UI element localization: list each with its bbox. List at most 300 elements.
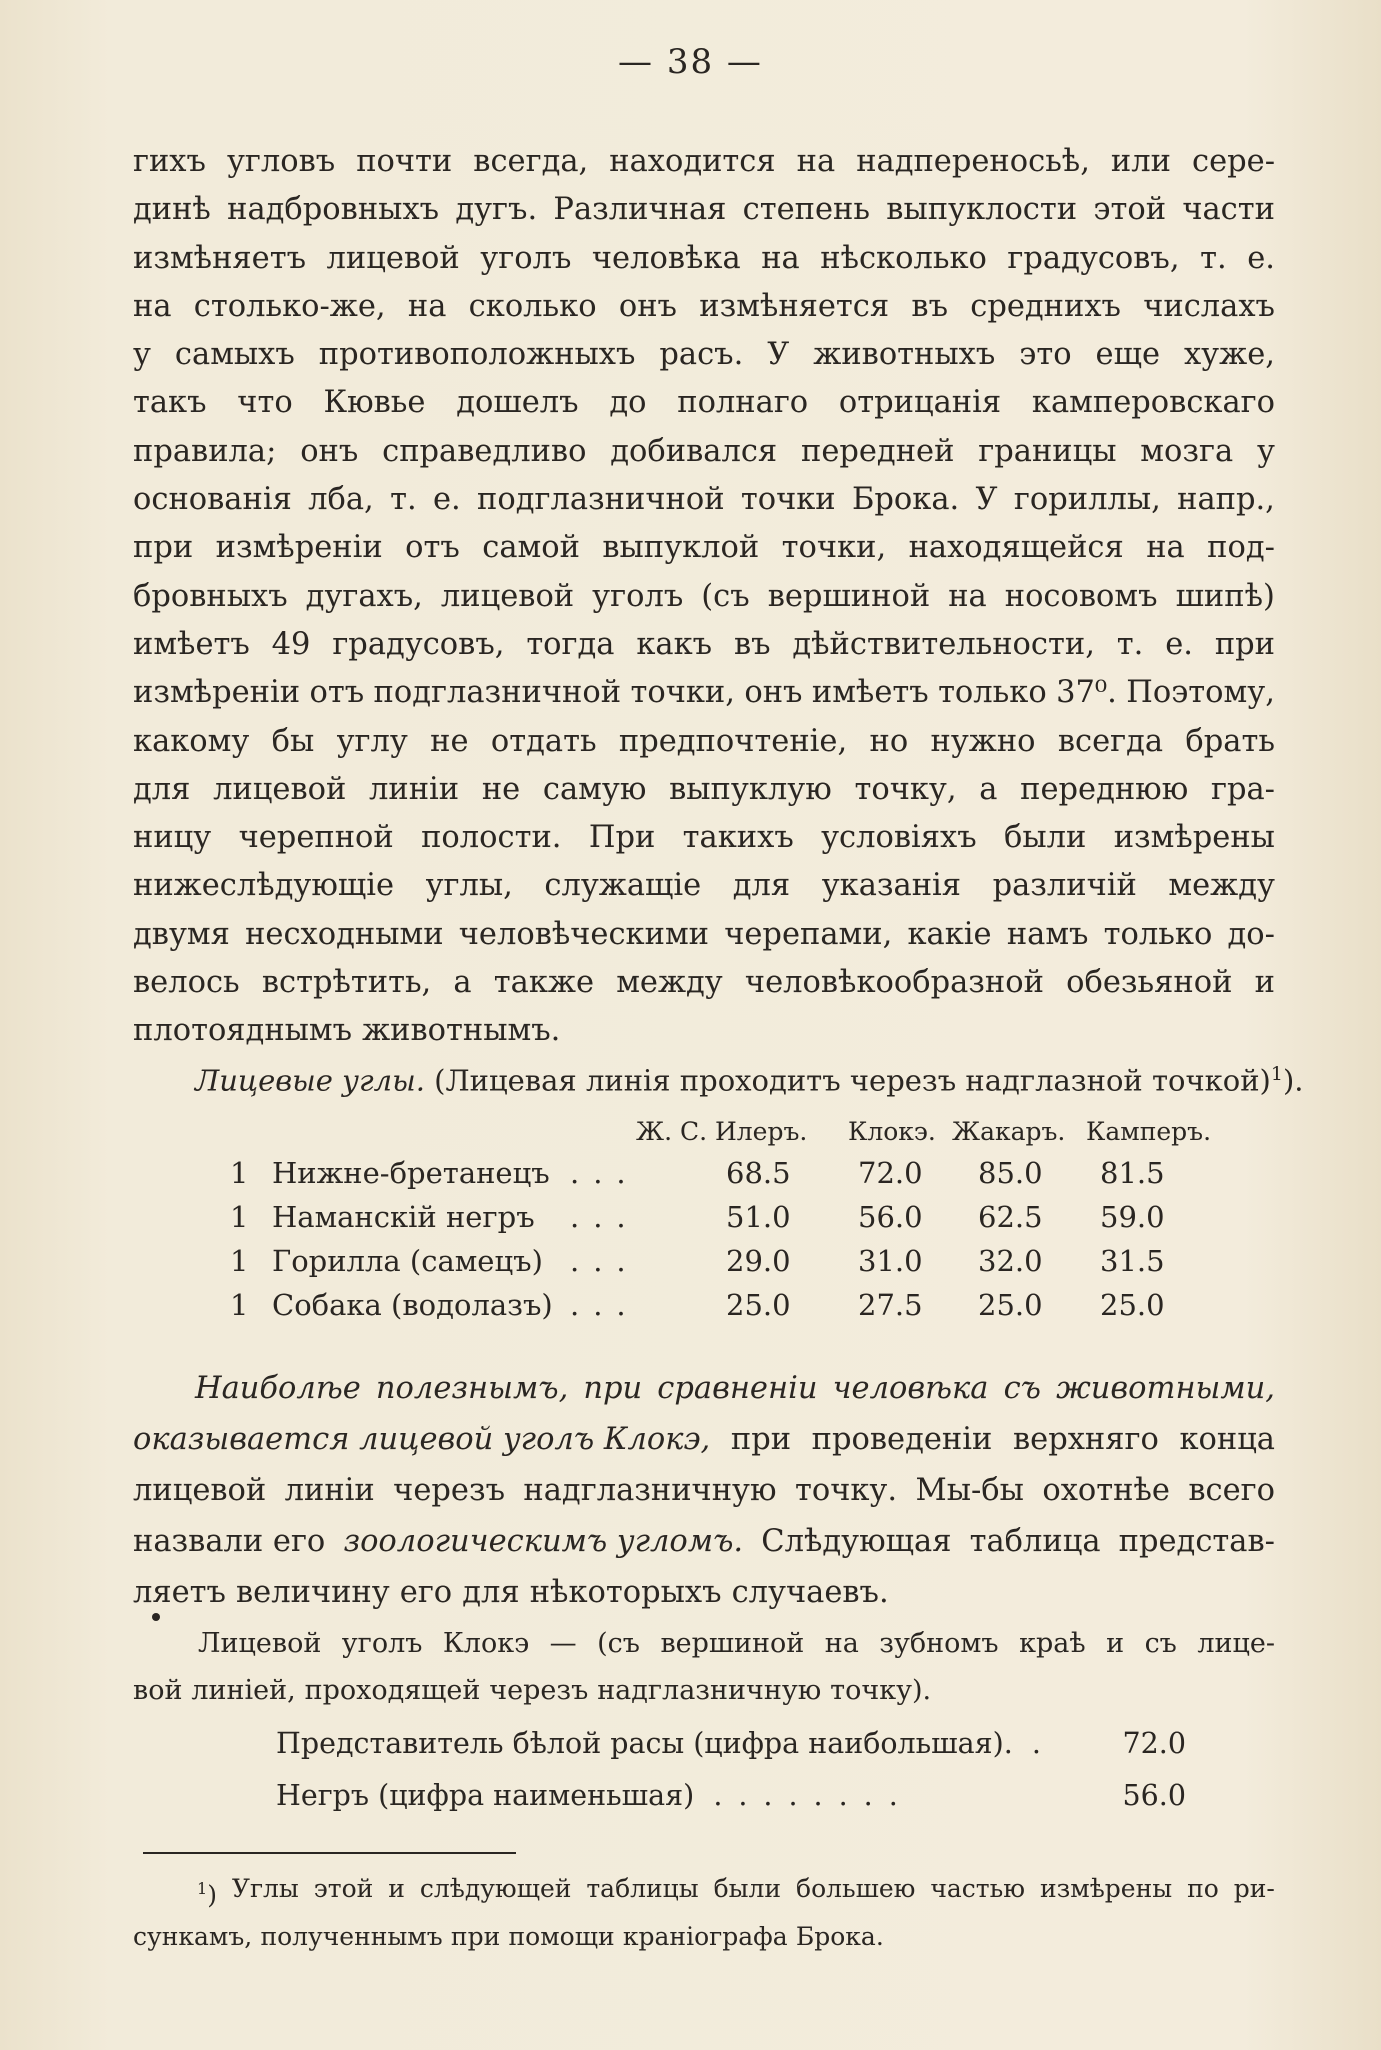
word: дугахъ, xyxy=(305,578,423,614)
text-line xyxy=(133,621,1275,669)
word: отрицанія xyxy=(838,385,1002,421)
word: имѣетъ xyxy=(811,675,929,711)
table-row xyxy=(230,1288,1190,1332)
leader-dots: . xyxy=(1031,1727,1057,1760)
word: При xyxy=(588,820,656,856)
word: только xyxy=(938,675,1047,711)
word: до xyxy=(609,385,647,421)
word: выпуклой xyxy=(602,530,760,566)
text-line xyxy=(133,138,1275,186)
paragraph-second xyxy=(133,1363,1275,1618)
word: е. xyxy=(432,482,461,518)
column-header: Жакаръ. xyxy=(952,1117,1066,1146)
word: измѣняется xyxy=(699,288,890,324)
table-caption-text: (Лицевая линія проходитъ черезъ надглазной точкой) xyxy=(434,1063,1271,1098)
table-caption xyxy=(195,1063,1304,1098)
word: числахъ xyxy=(1143,288,1275,324)
word: лицевой xyxy=(440,578,575,614)
table-row xyxy=(230,1156,1190,1200)
word: или xyxy=(1110,144,1171,179)
word: при xyxy=(133,530,194,566)
text-line xyxy=(133,1667,1275,1714)
word: его xyxy=(399,1575,453,1610)
word: черезъ xyxy=(393,1473,506,1508)
word: сравненіи xyxy=(657,1371,818,1406)
summary-row xyxy=(276,1779,1186,1812)
leader-dots: ... xyxy=(570,1200,640,1234)
word: всего xyxy=(1188,1473,1275,1508)
word: на xyxy=(796,144,836,179)
word: расъ. xyxy=(659,337,744,373)
word: по xyxy=(1187,1874,1219,1903)
table-cell: 29.0 xyxy=(726,1244,791,1278)
word: и xyxy=(388,1874,405,1903)
footnote-mark: 1 xyxy=(197,1879,208,1898)
text-line xyxy=(133,283,1275,331)
word: правила; xyxy=(133,433,277,469)
word: уголъ xyxy=(592,578,684,614)
word: еще xyxy=(1095,337,1161,373)
word: какіе xyxy=(907,916,992,952)
word: на xyxy=(948,578,987,614)
footnote-divider xyxy=(143,1852,516,1854)
word: вершиной xyxy=(660,1628,805,1659)
word: указанія xyxy=(821,868,962,904)
table-cell: 56.0 xyxy=(858,1200,923,1234)
text-line xyxy=(133,524,1275,572)
word: не xyxy=(430,723,469,759)
word: въ xyxy=(733,626,771,662)
word: гориллы, xyxy=(1013,482,1161,518)
word: (съ xyxy=(597,1628,640,1659)
word: отъ xyxy=(405,530,460,566)
word: таблица xyxy=(969,1524,1101,1559)
table-cell: 31.5 xyxy=(1100,1244,1165,1278)
word: а xyxy=(453,965,472,1001)
summary-value: 56.0 xyxy=(1122,1779,1186,1812)
word: при xyxy=(1214,626,1275,662)
emphasis: оказывается лицевой уголъ Клокэ, xyxy=(133,1422,711,1457)
leader-dots: ... xyxy=(570,1288,640,1322)
word: частью xyxy=(930,1874,1026,1903)
word: съ xyxy=(1003,1371,1041,1406)
word: Лицевой xyxy=(198,1628,322,1659)
word: Брока. xyxy=(795,1922,884,1952)
word: — xyxy=(549,1628,577,1659)
word: для xyxy=(462,1575,520,1610)
word: углы, xyxy=(425,868,513,904)
summary-value: 72.0 xyxy=(1122,1727,1186,1760)
word: е. xyxy=(1247,240,1275,276)
text-line xyxy=(133,814,1275,862)
word: среднихъ xyxy=(970,288,1121,324)
word: до- xyxy=(1227,916,1275,952)
word: почти xyxy=(356,144,453,179)
word: ницу xyxy=(133,820,212,856)
word: измѣрены xyxy=(1039,1874,1173,1903)
table-cell: 81.5 xyxy=(1100,1156,1165,1190)
text-line xyxy=(133,1007,1275,1055)
word: нѣкоторыхъ xyxy=(529,1575,722,1610)
text-line xyxy=(133,1363,1275,1414)
word: животныхъ xyxy=(813,337,996,373)
emphasis: зоологическимъ угломъ. xyxy=(343,1524,744,1559)
table-cell: 85.0 xyxy=(978,1156,1043,1190)
text-line xyxy=(133,1916,1275,1958)
word: животными, xyxy=(1056,1371,1275,1406)
word: зубномъ xyxy=(879,1628,999,1659)
word: но xyxy=(869,723,909,759)
word: краніографа xyxy=(622,1922,788,1952)
word: не xyxy=(481,771,521,807)
table-cell: 51.0 xyxy=(726,1200,791,1234)
word: черепами, xyxy=(724,916,893,952)
word: при xyxy=(583,1371,643,1406)
word: надглазничную xyxy=(523,1473,777,1508)
text-line xyxy=(133,959,1275,1007)
word: велось xyxy=(133,965,240,1001)
word: измѣреніи xyxy=(133,675,301,711)
word: хуже, xyxy=(1183,337,1275,373)
table-cell: 25.0 xyxy=(978,1288,1043,1322)
word: Различная xyxy=(553,192,727,228)
text-line xyxy=(133,331,1275,379)
word: т. xyxy=(1116,626,1144,662)
summary-label: Негръ (цифра наименьшая) xyxy=(276,1779,695,1812)
word: этой xyxy=(1093,192,1167,228)
text-line xyxy=(133,862,1275,910)
word: имѣетъ xyxy=(133,626,250,662)
paragraph-third xyxy=(133,1620,1275,1714)
text-line xyxy=(133,1465,1275,1516)
text-line xyxy=(133,1868,1275,1916)
word: ляетъ xyxy=(133,1575,226,1610)
word: помощи xyxy=(508,1922,615,1952)
word: точку, xyxy=(854,771,957,807)
word: гихъ xyxy=(133,144,206,179)
word: подглазничной xyxy=(477,482,725,518)
footnote-lead xyxy=(197,1868,217,1916)
word: животнымъ. xyxy=(362,1013,561,1049)
word: охотнѣе xyxy=(1042,1473,1170,1508)
word: (съ xyxy=(701,578,750,614)
footnote-ref: 1 xyxy=(1270,1063,1283,1085)
word: онъ xyxy=(618,288,677,324)
word: предпочтеніе, xyxy=(618,723,848,759)
word: вой xyxy=(133,1675,183,1706)
word: лба, xyxy=(308,482,374,518)
word: и xyxy=(1254,965,1275,1001)
word: онъ xyxy=(744,675,803,711)
word: нижеслѣдующіе xyxy=(133,868,395,904)
word: передней xyxy=(800,433,955,469)
column-header: Ж. С. Илеръ. xyxy=(636,1117,808,1146)
table-cell: 25.0 xyxy=(726,1288,791,1322)
word: нѣсколько xyxy=(820,240,987,276)
word: дошелъ xyxy=(456,385,579,421)
word: на xyxy=(824,1628,859,1659)
word: служащіе xyxy=(544,868,702,904)
word: условіяхъ xyxy=(821,820,977,856)
word: полезнымъ, xyxy=(375,1371,569,1406)
row-label: Наманскій негръ xyxy=(272,1200,535,1234)
word: точки, xyxy=(630,675,735,711)
table-row xyxy=(230,1244,1190,1288)
text-line xyxy=(133,235,1275,283)
word: были xyxy=(1004,820,1087,856)
word: точку). xyxy=(830,1675,932,1706)
word: линіей, xyxy=(191,1675,296,1706)
word: также xyxy=(493,965,595,1001)
row-count: 1 xyxy=(230,1288,249,1322)
word: Углы xyxy=(231,1874,299,1903)
word: проведеніи xyxy=(811,1422,993,1457)
word: находится xyxy=(609,144,776,179)
row-label: Нижне-бретанецъ xyxy=(272,1156,550,1190)
word: градусовъ, xyxy=(332,626,505,662)
word: между xyxy=(1168,868,1275,904)
word: вершиной xyxy=(767,578,931,614)
word: т. xyxy=(390,482,417,518)
word: человѣка xyxy=(832,1371,989,1406)
word: обезьяной xyxy=(1066,965,1233,1001)
word: Кювье xyxy=(323,385,426,421)
row-label: Собака (водолазъ) xyxy=(272,1288,553,1322)
word: черепной xyxy=(238,820,394,856)
word: это xyxy=(1019,337,1072,373)
summary-label: Представитель бѣлой расы (цифра наибольшая). xyxy=(276,1727,1013,1760)
word: на xyxy=(1146,530,1185,566)
word: онъ xyxy=(300,433,359,469)
word: съ xyxy=(1144,1628,1177,1659)
row-count: 1 xyxy=(230,1200,249,1234)
word: измѣняетъ xyxy=(133,240,306,276)
table-row xyxy=(230,1200,1190,1244)
word: динѣ xyxy=(133,192,211,228)
text-line xyxy=(133,1620,1275,1667)
word: измѣрены xyxy=(1113,820,1275,856)
word: сере- xyxy=(1191,144,1275,179)
table-cell: 68.5 xyxy=(726,1156,791,1190)
word: угловъ xyxy=(226,144,336,179)
word: двумя xyxy=(133,916,230,952)
word: линіи xyxy=(284,1473,375,1508)
text-line xyxy=(133,1567,1275,1618)
word: переднюю xyxy=(1020,771,1189,807)
text-line xyxy=(133,428,1275,476)
word: части xyxy=(1182,192,1275,228)
text-line xyxy=(133,379,1275,427)
word: какъ xyxy=(636,626,713,662)
word: напр., xyxy=(1177,482,1275,518)
word: случаевъ. xyxy=(731,1575,889,1610)
word: надбровныхъ xyxy=(227,192,440,228)
word: под- xyxy=(1207,530,1275,566)
table-cell: 62.5 xyxy=(978,1200,1043,1234)
word: надглазничную xyxy=(597,1675,822,1706)
word: противоположныхъ xyxy=(318,337,636,373)
word: У xyxy=(975,482,998,518)
word: такихъ xyxy=(682,820,794,856)
word: величину xyxy=(236,1575,390,1610)
word: лицевой xyxy=(133,1473,267,1508)
word: для xyxy=(732,868,791,904)
word: на xyxy=(133,288,172,324)
word: надпереносьѣ, xyxy=(856,144,1090,179)
word: сункамъ, xyxy=(133,1922,253,1952)
word: различій xyxy=(992,868,1137,904)
row-count: 1 xyxy=(230,1244,249,1278)
word: У xyxy=(767,337,790,373)
word: линіи xyxy=(369,771,460,807)
table-cell: 32.0 xyxy=(978,1244,1043,1278)
word: самую xyxy=(542,771,647,807)
word: выпуклости xyxy=(886,192,1078,228)
word: мозга xyxy=(1140,433,1234,469)
word: сколько xyxy=(468,288,597,324)
word: градусовъ, xyxy=(1007,240,1180,276)
paragraph-main xyxy=(133,138,1275,1056)
word: несходными xyxy=(245,916,444,952)
word: на xyxy=(407,288,447,324)
word: всегда xyxy=(1057,723,1164,759)
word: конца xyxy=(1179,1422,1275,1457)
footnote xyxy=(133,1868,1275,1958)
table-cell: 27.5 xyxy=(858,1288,923,1322)
word: назвали его xyxy=(133,1524,326,1559)
row-count: 1 xyxy=(230,1156,249,1190)
word: столько-же, xyxy=(193,288,386,324)
word: таблицы xyxy=(586,1874,699,1903)
column-header: Клокэ. xyxy=(848,1117,936,1146)
text-line xyxy=(133,476,1275,524)
text-line xyxy=(133,718,1275,766)
summary-row xyxy=(276,1727,1186,1760)
word: е. xyxy=(1165,626,1193,662)
word: 37⁰. xyxy=(1056,675,1117,711)
word: встрѣтить, xyxy=(261,965,432,1001)
table-caption-close: ). xyxy=(1282,1063,1304,1098)
word: намъ xyxy=(1006,916,1089,952)
word: большею xyxy=(796,1874,916,1903)
word: какому xyxy=(133,723,250,759)
word: дугъ. xyxy=(455,192,538,228)
word: у xyxy=(1257,433,1275,469)
word: были xyxy=(713,1874,782,1903)
footnote-paren: ) xyxy=(207,1880,217,1910)
word: самыхъ xyxy=(174,337,295,373)
word: 49 xyxy=(271,626,311,662)
word: бы xyxy=(271,723,315,759)
word: въ xyxy=(911,288,948,324)
word: т. xyxy=(1200,240,1227,276)
word: у xyxy=(133,337,151,373)
column-header: Камперъ. xyxy=(1086,1117,1212,1146)
word: тогда xyxy=(526,626,615,662)
text-line xyxy=(133,669,1275,717)
word: добивался xyxy=(610,433,778,469)
word: ри- xyxy=(1233,1874,1275,1903)
word: проходящей xyxy=(304,1675,481,1706)
word: черезъ xyxy=(489,1675,589,1706)
word: такъ xyxy=(133,385,207,421)
word: отъ xyxy=(309,675,365,711)
word: выпуклую xyxy=(669,771,832,807)
table-cell: 31.0 xyxy=(858,1244,923,1278)
text-line xyxy=(133,766,1275,814)
word: гра- xyxy=(1210,771,1275,807)
word: при xyxy=(450,1922,501,1952)
word: справедливо xyxy=(382,433,587,469)
word: слѣдующей xyxy=(419,1874,572,1903)
word: бровныхъ xyxy=(133,578,288,614)
word: лице- xyxy=(1197,1628,1275,1659)
word: и xyxy=(1106,1628,1125,1659)
word: Брока. xyxy=(851,482,960,518)
word: границы xyxy=(978,433,1117,469)
word: брать xyxy=(1185,723,1275,759)
word: точки, xyxy=(781,530,887,566)
word: камперовскаго xyxy=(1031,385,1275,421)
table-cell: 59.0 xyxy=(1100,1200,1165,1234)
word: полученнымъ xyxy=(260,1922,443,1952)
word: при xyxy=(730,1422,792,1457)
word: Поэтому, xyxy=(1126,675,1275,711)
word: полости. xyxy=(421,820,562,856)
word: самой xyxy=(482,530,580,566)
word: находящейся xyxy=(908,530,1124,566)
word: Наиболѣе xyxy=(195,1371,361,1406)
word: дѣйствительности, xyxy=(792,626,1095,662)
word: представ- xyxy=(1118,1524,1275,1559)
word: лицевой xyxy=(326,240,460,276)
word: Слѣдующая xyxy=(761,1524,952,1559)
word: между xyxy=(616,965,723,1001)
table-caption-title: Лицевые углы. xyxy=(195,1063,425,1098)
word: Мы-бы xyxy=(915,1473,1024,1508)
word: отдать xyxy=(490,723,597,759)
text-line xyxy=(133,1414,1275,1465)
word: нужно xyxy=(930,723,1036,759)
word: степень xyxy=(742,192,870,228)
word: что xyxy=(237,385,293,421)
word: краѣ xyxy=(1019,1628,1086,1659)
word: шипѣ) xyxy=(1175,578,1275,614)
word: только xyxy=(1103,916,1213,952)
word: углу xyxy=(336,723,408,759)
word: верхняго xyxy=(1012,1422,1159,1457)
word: всегда, xyxy=(473,144,589,179)
word: полнаго xyxy=(677,385,809,421)
word: уголъ xyxy=(480,240,572,276)
leader-dots: ... xyxy=(570,1244,640,1278)
word: точку. xyxy=(794,1473,898,1508)
word: для xyxy=(133,771,191,807)
text-line xyxy=(133,1516,1275,1567)
word: а xyxy=(979,771,998,807)
leader-dots: ... xyxy=(570,1156,640,1190)
text-line xyxy=(133,186,1275,234)
word: Клокэ xyxy=(442,1628,530,1659)
word: плотояднымъ xyxy=(133,1013,353,1049)
word: человѣкообразной xyxy=(744,965,1044,1001)
word: лицевой xyxy=(213,771,347,807)
word: на xyxy=(761,240,800,276)
word: измѣреніи xyxy=(215,530,383,566)
word: подглазничной xyxy=(373,675,622,711)
page-number: — 38 — xyxy=(618,42,763,82)
word: человѣка xyxy=(591,240,741,276)
